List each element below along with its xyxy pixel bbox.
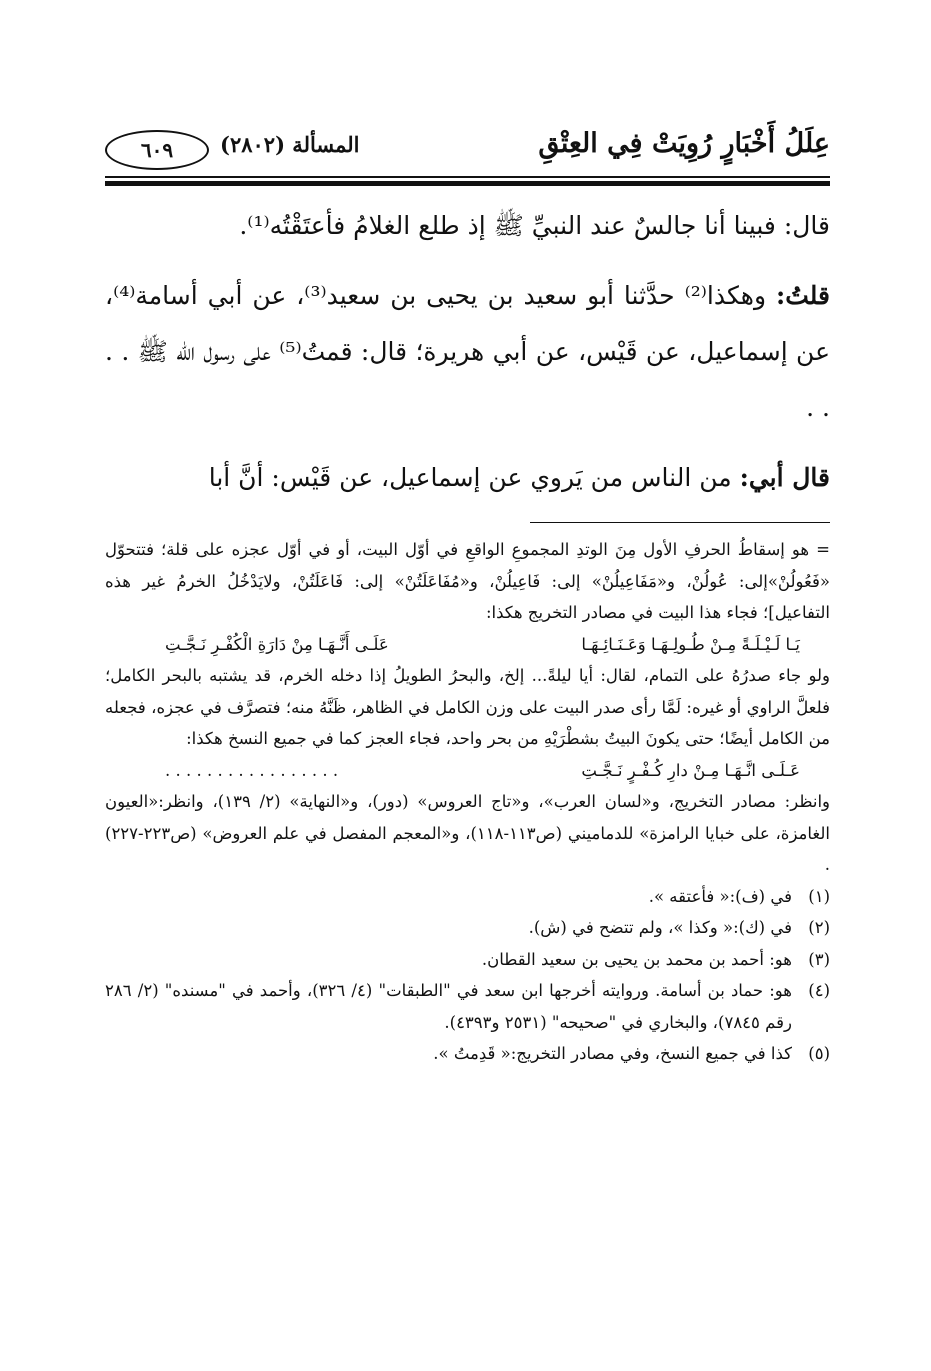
footnote xyxy=(105,912,830,944)
footnote-number: (٥) xyxy=(808,1044,830,1063)
header-rule-thick xyxy=(105,181,830,186)
verse-first-half: يَـا لَـيْـلَـةً مِـنْ طُـولِـهَـا وَعَـنَـائِـهَـا xyxy=(581,634,800,654)
footnotes xyxy=(105,534,830,1070)
main-text xyxy=(105,198,830,520)
page-number: ٦٠٩ xyxy=(105,130,209,170)
footnote-continuation: ولو جاء صدرُهُ على التمام، لقال: أيا ليلةً... إلخ، والبحرُ الطويلُ إذا دخله الخرم، قد يشتبه بالبحر الكامل؛ فلعلَّ الراوي أو غيره: لَمَّا رأى صدر البيت على وزن الكامل في الظاهر، ظَنَّهُ منه؛ فتصرَّف في عجزه، فجعله من الكامل أيضًا؛ حتى يكونَ البيتُ بشطْرَيْهِ من بحر واحد، فجاء العجز كما في جميع النسخ هكذا: xyxy=(105,666,830,748)
verse xyxy=(105,629,830,661)
footnote-text: في (ك):« وكذا »، ولم تتضح في (ش). xyxy=(528,918,792,937)
verse-second-half: عَـلَـى انَّـهَـا مِـنْ دارِ كُـفْـرٍ نَـجَّـتِ xyxy=(581,760,800,780)
paragraph-1: قال: فبينا أنا جالسٌ عند النبيِّ ﷺ إذ طلع الغلامُ فأعتَقْتُه⁽¹⁾. xyxy=(239,211,830,240)
paragraph-3 xyxy=(105,450,830,506)
footnote-number: (٤) xyxy=(808,981,830,1000)
footnote xyxy=(105,944,830,976)
footnote-continuation: وانظر: مصادر التخريج، و«لسان العرب»، و«تاج العروس» (دور)، و«النهاية» (٢/ ١٣٩)، وانظر:«العيون الغامزة، على خبايا الرامزة» للدماميني (ص١١٣-١١٨)، و«المعجم المفصل في علم العروض» (ص٢٢٣-٢٢٧) . xyxy=(105,792,830,874)
footnote-number: (٣) xyxy=(808,949,830,969)
footnote-number: (٢) xyxy=(808,918,830,937)
chapter-title: عِلَلُ أَخْبَارٍ رُوِيَتْ فِي العِتْقِ xyxy=(538,128,830,159)
footnote-number: (١) xyxy=(808,886,830,906)
lead-phrase: قلتُ: xyxy=(775,281,830,310)
verse xyxy=(105,755,830,787)
paragraph-text: وهكذا⁽²⁾ حدَّثنا أبو سعيد بن يحيى بن سعيد⁽³⁾، عن أبي أسامة⁽⁴⁾، عن إسماعيل، عن قَيْس، عن أبي هريرة؛ قال: قمتُ⁽⁵⁾ على رسول الله ﷺ . . . . xyxy=(105,281,830,422)
footnote-text: هو: أحمد بن محمد بن يحيى بن سعيد القطان. xyxy=(481,949,792,969)
footnote xyxy=(105,1038,830,1070)
lead-phrase: قال أبي: xyxy=(739,463,830,492)
issue-number: المسألة (٢٨٠٢) xyxy=(220,132,360,157)
footnote-text: كذا في جميع النسخ، وفي مصادر التخريج:« قَدِمتُ ». xyxy=(433,1044,792,1063)
footnote xyxy=(105,881,830,913)
footnote-text: هو: حماد بن أسامة. وروايته أخرجها ابن سعد في "الطبقات" (٤/ ٣٢٦)، وأحمد في "مسنده" (٢/ ٢٨٦ رقم ٧٨٤٥)، والبخاري في "صحيحه" (٢٥٣١ و٤٣٩٣). xyxy=(105,981,793,1032)
header-rule-thin xyxy=(105,176,830,178)
footnote-separator xyxy=(530,522,830,523)
paragraph-2 xyxy=(105,268,830,436)
running-header xyxy=(105,128,830,172)
footnote-continuation: = هو إسقاطُ الحرفِ الأول مِنَ الوتدِ المجموعِ الواقعِ في أوّل البيت، أو في أوّل عجزه على قلة؛ فتتحوّل «فَعُولُنْ»إلى: عُولُنْ، و«مَفَاعِيلُنْ» إلى: فَاعِيلُنْ، و«مُفَاعَلَتُنْ» إلى: فَاعَلَتُنْ، ولايَدْخُلُ الخرمُ غير هذه التفاعيل]؛ فجاء هذا البيت في مصادر التخريج هكذا: xyxy=(105,540,830,622)
verse-ellipsis: . . . . . . . . . . . . . . . . . xyxy=(165,760,339,780)
paragraph-text: من الناس من يَروي عن إسماعيل، عن قَيْس: أنَّ أبا xyxy=(208,463,732,492)
footnote xyxy=(105,975,830,1038)
verse-second-half: عَلَـى أَنَّـهَـا مِنْ دَارَةِ الْكُفْـرِ نَـجَّـتِ xyxy=(165,634,389,654)
footnote-text: في (ف):« فأعتقه ». xyxy=(648,886,792,906)
